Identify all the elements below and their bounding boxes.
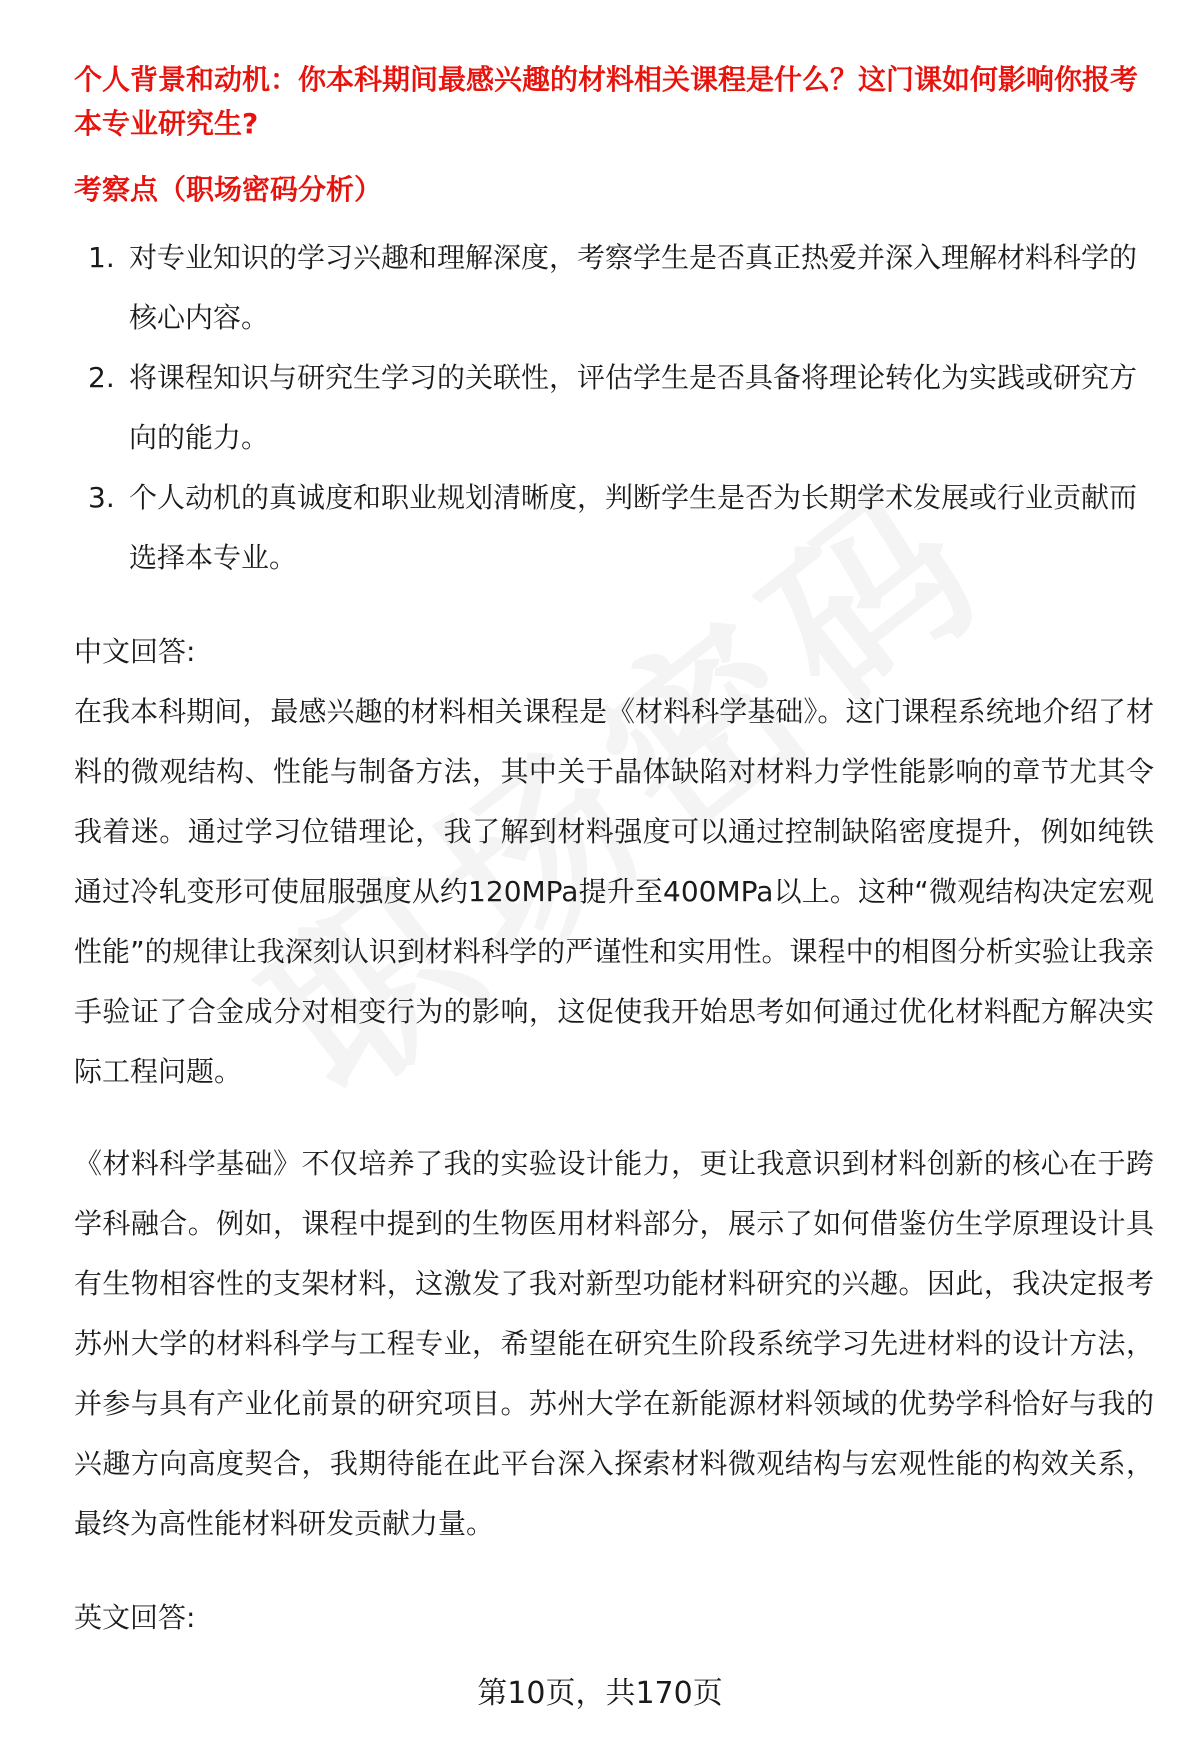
analysis-point [74, 468, 1154, 588]
point-number: 1. [88, 241, 115, 274]
analysis-points-list [74, 228, 1154, 588]
chinese-answer-paragraph: 在我本科期间，最感兴趣的材料相关课程是《材料科学基础》。这门课程系统地介绍了材料的微观结构、性能与制备方法，其中关于晶体缺陷对材料力学性能影响的章节尤其令我着迷。通过学习位错理论，我了解到材料强度可以通过控制缺陷密度提升，例如纯铁通过冷轧变形可使屈服强度从约120MPa提升至400MPa以上。这种“微观结构决定宏观性能”的规律让我深刻认识到材料科学的严谨性和实用性。课程中的相图分析实验让我亲手验证了合金成分对相变行为的影响，这促使我开始思考如何通过优化材料配方解决实际工程问题。 [74, 695, 1154, 1088]
analysis-point [74, 228, 1154, 348]
point-number: 3. [88, 481, 115, 514]
point-text: 将课程知识与研究生学习的关联性，评估学生是否具备将理论转化为实践或研究方向的能力。 [129, 361, 1138, 454]
point-number: 2. [88, 361, 115, 394]
page-footer: 第10页，共170页 [477, 1676, 723, 1711]
analysis-point [74, 348, 1154, 468]
analysis-heading: 考察点（职场密码分析） [74, 173, 383, 206]
point-text: 对专业知识的学习兴趣和理解深度，考察学生是否真正热爱并深入理解材料科学的核心内容。 [129, 241, 1138, 334]
chinese-answer-paragraph: 《材料科学基础》不仅培养了我的实验设计能力，更让我意识到材料创新的核心在于跨学科融合。例如，课程中提到的生物医用材料部分，展示了如何借鉴仿生学原理设计具有生物相容性的支架材料，这激发了我对新型功能材料研究的兴趣。因此，我决定报考苏州大学的材料科学与工程专业，希望能在研究生阶段系统学习先进材料的设计方法，并参与具有产业化前景的研究项目。苏州大学在新能源材料领域的优势学科恰好与我的兴趣方向高度契合，我期待能在此平台深入探索材料微观结构与宏观性能的构效关系，最终为高性能材料研发贡献力量。 [74, 1147, 1154, 1540]
content-area [74, 58, 1154, 1648]
point-text: 个人动机的真诚度和职业规划清晰度，判断学生是否为长期学术发展或行业贡献而选择本专业。 [129, 481, 1138, 574]
english-answer-label: 英文回答: [74, 1601, 196, 1634]
question-title: 个人背景和动机：你本科期间最感兴趣的材料相关课程是什么？这门课如何影响你报考本专业研究生? [74, 63, 1139, 140]
chinese-answer-label: 中文回答: [74, 635, 196, 668]
